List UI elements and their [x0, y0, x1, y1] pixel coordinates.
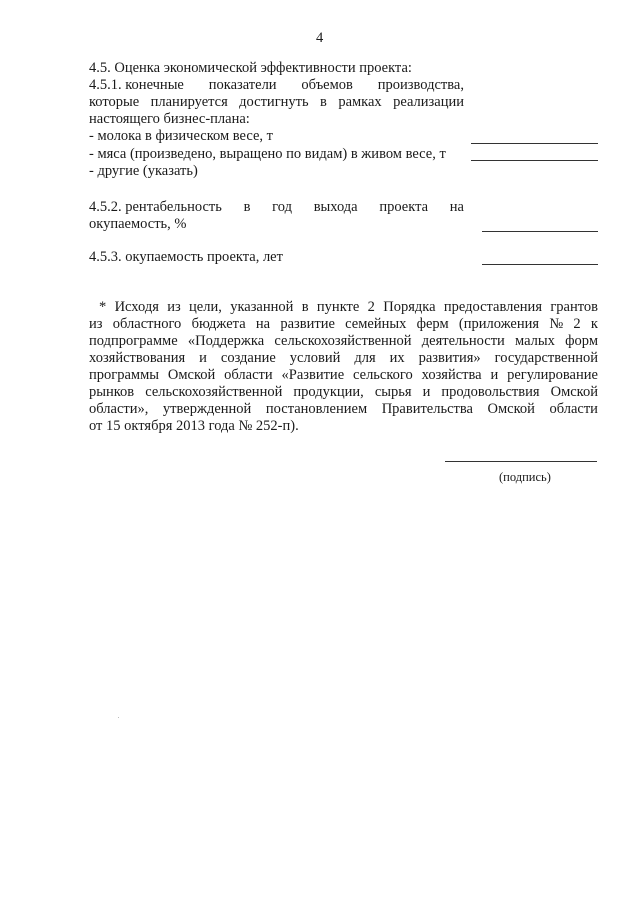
footnote-word: Омской [487, 401, 535, 417]
item-453-line1: 4.5.3. окупаемость проекта, лет [89, 249, 283, 265]
footnote-word: подпрограмме [89, 333, 178, 349]
profitability-value-line[interactable] [482, 231, 598, 232]
item-452-line1-word: 4.5.2. рентабельность [89, 199, 222, 215]
footnote-word: хозяйствования [89, 350, 186, 366]
footnote-word: указанной [230, 299, 294, 315]
footnote-word: сельскохозяйственной [145, 384, 283, 400]
footnote-word: из [167, 299, 181, 315]
footnote-line [89, 350, 598, 367]
item-451-line2-word: планируется [150, 94, 228, 110]
footnote-word: и [490, 367, 499, 383]
signature-caption: (подпись) [499, 470, 551, 484]
footnote-word: Порядка [383, 299, 436, 315]
other-label: - другие (указать) [89, 163, 198, 179]
item-451-line2-word: реализации [393, 94, 464, 110]
signature-line[interactable] [445, 461, 597, 462]
item-451-line1-word: производства, [377, 77, 464, 93]
item-452-line1 [89, 199, 464, 216]
footnote-word: сельскохозяйственной [274, 333, 412, 349]
item-451-line1 [89, 77, 464, 94]
footnote-word: 2 [367, 299, 375, 315]
footnote-word: (приложения [458, 316, 540, 332]
footnote-word: Омской [550, 384, 598, 400]
item-452-line1-word: в [243, 199, 251, 215]
meat-value-line[interactable] [471, 160, 598, 161]
footnote-word: Правительства [381, 401, 473, 417]
footnote-word: рынков [89, 384, 135, 400]
footnote-word: условий [289, 350, 341, 366]
footnote-word: областного [112, 316, 182, 332]
item-452-line1-word: проекта [379, 199, 429, 215]
item-451-line2-word: которые [89, 94, 140, 110]
footnote-word: их [389, 350, 405, 366]
item-451-line1-word: показатели [208, 77, 277, 93]
footnote-word: малых [515, 333, 555, 349]
footnote-word: хозяйства [421, 367, 482, 383]
footnote-word: области», [89, 401, 149, 417]
footnote-word: программы [89, 367, 159, 383]
footnote-word: * [99, 299, 107, 315]
footnote-line [89, 367, 598, 384]
footnote-word: пункте [316, 299, 360, 315]
item-451-line1-word: 4.5.1. конечные [89, 77, 184, 93]
footnote-word: Исходя [114, 299, 159, 315]
footnote-word: 2 [573, 316, 581, 332]
footnote-word: продукции, [293, 384, 364, 400]
footnote-line [89, 384, 598, 401]
footnote-word: предоставления [443, 299, 542, 315]
footnote-word: регулирование [507, 367, 598, 383]
footnote-word: и [199, 350, 207, 366]
footnote-word: области [224, 367, 273, 383]
item-452-line2: окупаемость, % [89, 216, 187, 232]
footnote-word: деятельности [421, 333, 505, 349]
item-452-line1-word: год [272, 199, 292, 215]
footnote-word: Омской [167, 367, 216, 383]
milk-value-line[interactable] [471, 143, 598, 144]
footnote-word: цели, [189, 299, 222, 315]
footnote [89, 299, 598, 435]
footnote-word: грантов [550, 299, 598, 315]
footnote-word: № [549, 316, 564, 332]
footnote-word: и [422, 384, 431, 400]
milk-label: - молока в физическом весе, т [89, 128, 273, 144]
footnote-line [89, 418, 598, 435]
footnote-word: для [354, 350, 376, 366]
footnote-word: форм [565, 333, 598, 349]
footnote-word: постановлением [265, 401, 368, 417]
item-451-line2 [89, 94, 464, 111]
item-452-line1-word: на [449, 199, 464, 215]
footnote-word: утвержденной [162, 401, 252, 417]
footnote-word: продовольствия [441, 384, 540, 400]
footnote-line [89, 299, 598, 316]
page-number: 4 [316, 30, 324, 46]
footnote-word: в [301, 299, 309, 315]
meat-label: - мяса (произведено, выращено по видам) в живом весе, т [89, 146, 446, 162]
section-heading: 4.5. Оценка экономической эффективности проекта: [89, 60, 412, 76]
footnote-word: сырья [374, 384, 412, 400]
footnote-word: создание [220, 350, 276, 366]
footnote-word: области [549, 401, 598, 417]
footnote-word: из [89, 316, 103, 332]
footnote-word: сельского [353, 367, 413, 383]
footnote-word: к [590, 316, 598, 332]
footnote-word: «Поддержка [187, 333, 265, 349]
footnote-word: на [255, 316, 271, 332]
payback-value-line[interactable] [482, 264, 598, 265]
item-451-line2-word: в [320, 94, 327, 110]
footnote-word: бюджета [191, 316, 246, 332]
item-452-line1-word: выхода [313, 199, 358, 215]
footnote-word: ферм [416, 316, 449, 332]
footnote-line [89, 316, 598, 333]
footnote-word: развития» [418, 350, 481, 366]
item-451-line2-word: достигнуть [239, 94, 309, 110]
footnote-word: государственной [494, 350, 598, 366]
footnote-word: «Развитие [281, 367, 345, 383]
item-451-line2-word: рамках [338, 94, 382, 110]
footnote-line [89, 401, 598, 418]
footnote-word: развитие [280, 316, 335, 332]
footnote-word: семейных [345, 316, 407, 332]
item-451-line3: настоящего бизнес-плана: [89, 111, 250, 127]
item-451-line1-word: объемов [301, 77, 353, 93]
footnote-word: от 15 октября 2013 года № 252-п). [89, 418, 299, 434]
footnote-line [89, 333, 598, 350]
scan-speck [118, 717, 119, 718]
